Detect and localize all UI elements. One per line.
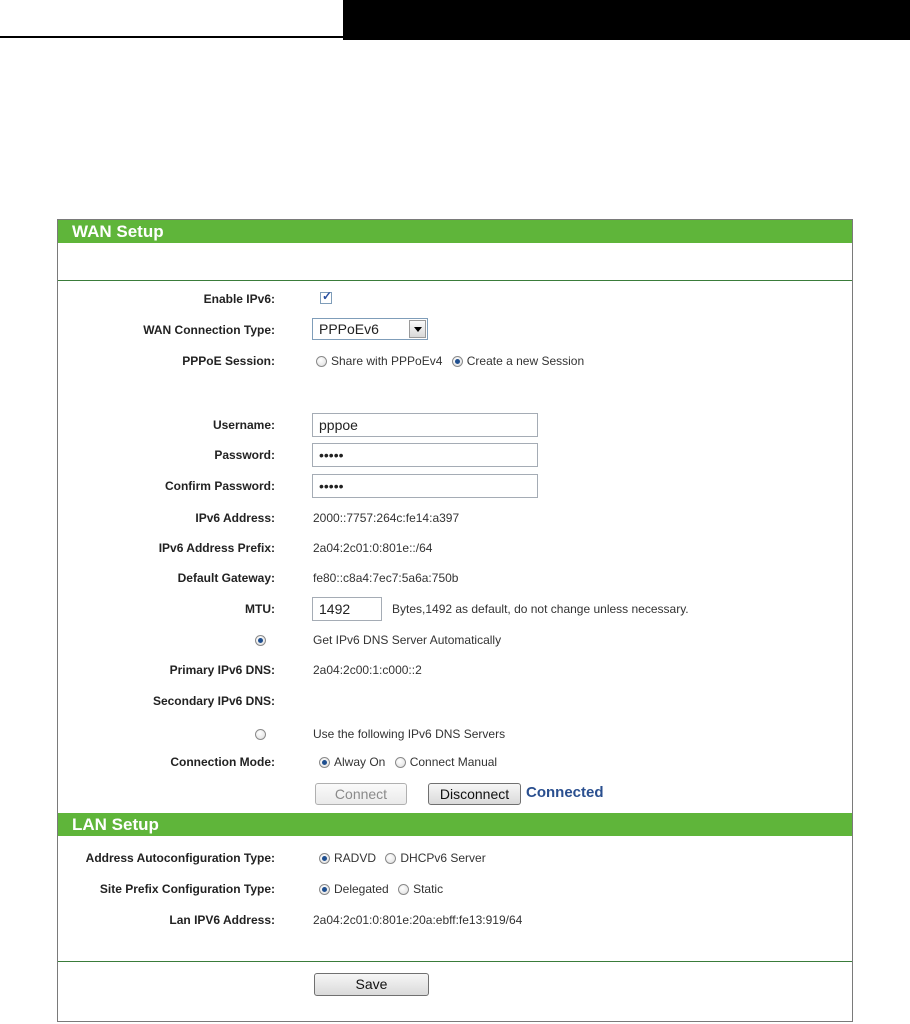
mode-always-on-label: Alway On — [334, 755, 386, 769]
mode-manual-radio[interactable] — [395, 757, 406, 768]
site-prefix-options — [319, 877, 443, 901]
save-button[interactable]: Save — [314, 973, 429, 996]
confirm-password-label: Confirm Password: — [164, 479, 275, 493]
chevron-down-icon[interactable] — [409, 320, 426, 338]
ipv6-settings-panel — [57, 219, 853, 1022]
autoconfig-options — [319, 846, 486, 870]
wan-divider — [58, 280, 852, 281]
lan-address-value: 2a04:2c01:0:801e:20a:ebff:fe13:919/64 — [313, 913, 523, 927]
ipv6-prefix-label: IPv6 Address Prefix: — [158, 541, 275, 555]
primary-dns-label: Primary IPv6 DNS: — [169, 663, 275, 677]
default-gateway-row — [58, 566, 852, 590]
autoconfig-row — [58, 846, 852, 870]
default-gateway-value: fe80::c8a4:7ec7:5a6a:750b — [313, 571, 459, 585]
site-prefix-static-radio[interactable] — [398, 884, 409, 895]
wan-connection-type-row — [58, 318, 852, 342]
username-row — [58, 413, 852, 437]
mtu-input[interactable]: 1492 — [312, 597, 382, 621]
connection-mode-row — [58, 750, 852, 774]
lan-setup-title: LAN Setup — [58, 813, 852, 836]
mtu-row — [58, 597, 852, 621]
autoconfig-dhcpv6-label: DHCPv6 Server — [400, 851, 486, 865]
lan-address-row — [58, 908, 852, 932]
header-black-bar — [343, 0, 910, 40]
mode-manual-label: Connect Manual — [409, 755, 498, 769]
pppoe-share-radio[interactable] — [316, 356, 327, 367]
default-gateway-label: Default Gateway: — [177, 571, 275, 585]
disconnect-button[interactable]: Disconnect — [428, 783, 521, 805]
connection-status: Connected — [526, 784, 604, 801]
username-label: Username: — [212, 418, 275, 432]
pppoe-new-session-label: Create a new Session — [466, 354, 585, 368]
wan-connection-type-value: PPPoEv6 — [319, 321, 379, 337]
username-input[interactable]: pppoe — [312, 413, 538, 437]
password-row — [58, 443, 852, 467]
site-prefix-row — [58, 877, 852, 901]
dns-auto-row — [58, 628, 852, 652]
primary-dns-value: 2a04:2c00:1:c000::2 — [313, 663, 422, 677]
password-input[interactable]: ••••• — [312, 443, 538, 467]
connect-buttons-row — [58, 782, 852, 806]
dns-manual-radio[interactable] — [255, 729, 266, 740]
connection-mode-options — [319, 750, 497, 774]
ipv6-address-value: 2000::7757:264c:fe14:a397 — [313, 511, 460, 525]
pppoe-session-label: PPPoE Session: — [182, 354, 275, 368]
autoconfig-radvd-label: RADVD — [334, 851, 377, 865]
ipv6-address-row — [58, 506, 852, 530]
pppoe-share-label: Share with PPPoEv4 — [331, 354, 443, 368]
autoconfig-radvd-radio[interactable] — [319, 853, 330, 864]
autoconfig-label: Address Autoconfiguration Type: — [85, 851, 275, 865]
ipv6-address-label: IPv6 Address: — [195, 511, 275, 525]
pppoe-new-session-radio[interactable] — [452, 356, 463, 367]
connect-button[interactable]: Connect — [315, 783, 407, 805]
password-label: Password: — [214, 448, 275, 462]
wan-connection-type-label: WAN Connection Type: — [143, 323, 275, 337]
mode-always-on-radio[interactable] — [319, 757, 330, 768]
save-divider — [58, 961, 852, 962]
confirm-password-row — [58, 474, 852, 498]
mtu-label: MTU: — [245, 602, 275, 616]
connection-mode-label: Connection Mode: — [170, 755, 275, 769]
dns-manual-row — [58, 722, 852, 746]
site-prefix-delegated-label: Delegated — [334, 882, 389, 896]
site-prefix-label: Site Prefix Configuration Type: — [99, 882, 275, 896]
pppoe-session-options — [316, 349, 584, 373]
secondary-dns-label: Secondary IPv6 DNS: — [152, 694, 275, 708]
autoconfig-dhcpv6-radio[interactable] — [385, 853, 396, 864]
pppoe-session-row — [58, 349, 852, 373]
confirm-password-input[interactable]: ••••• — [312, 474, 538, 498]
enable-ipv6-label: Enable IPv6: — [203, 292, 275, 306]
primary-dns-row — [58, 658, 852, 682]
site-prefix-delegated-radio[interactable] — [319, 884, 330, 895]
enable-ipv6-checkbox[interactable] — [320, 292, 332, 304]
mtu-hint: Bytes,1492 as default, do not change unless necessary. — [392, 602, 689, 616]
lan-address-label: Lan IPV6 Address: — [169, 913, 275, 927]
dns-auto-label: Get IPv6 DNS Server Automatically — [313, 633, 502, 647]
dns-auto-radio[interactable] — [255, 635, 266, 646]
site-prefix-static-label: Static — [413, 882, 444, 896]
dns-manual-label: Use the following IPv6 DNS Servers — [313, 727, 506, 741]
header-rule — [0, 36, 343, 38]
secondary-dns-row — [58, 689, 852, 713]
document-header — [0, 0, 910, 40]
wan-connection-type-select[interactable] — [312, 318, 428, 340]
enable-ipv6-row — [58, 287, 852, 311]
ipv6-prefix-row — [58, 536, 852, 560]
wan-setup-title: WAN Setup — [58, 220, 852, 243]
ipv6-prefix-value: 2a04:2c01:0:801e::/64 — [313, 541, 433, 555]
